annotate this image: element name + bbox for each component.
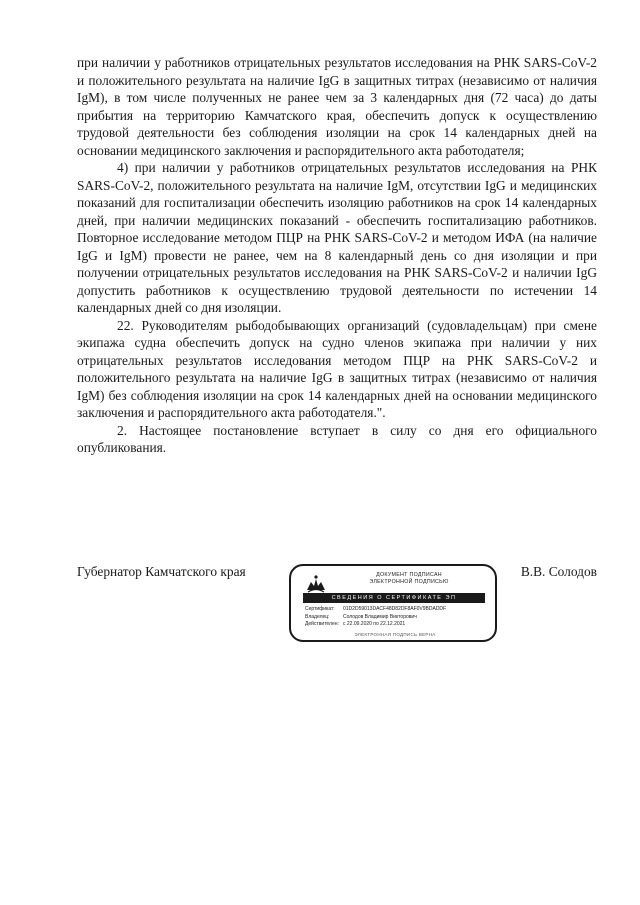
stamp-certificate-bar: СВЕДЕНИЯ О СЕРТИФИКАТЕ ЭП [303,593,485,603]
stamp-row-validity: Действителен: с 22.09.2020 по 22.12.2021 [305,621,406,627]
paragraph-continuation: при наличии у работников отрицательных результатов исследования на РНК SARS-CoV-2 и положительного результата на наличие IgG в защитных титрах (независимо от наличия IgM), в том числе полученных не ранее чем за 3 календарных дня (72 часа) до даты прибытия на территорию Камчатского края, обеспечить допуск к осуществлению трудовой деятельности без соблюдения изоляции на срок 14 календарных дней на основании медицинского заключения и распорядительного акта работодателя; [77,55,597,158]
paragraph-effective-date: 2. Настоящее постановление вступает в силу со дня его официального опубликования. [77,422,597,455]
stamp-footer: ЭЛЕКТРОННАЯ ПОДПИСЬ ВЕРНА [354,632,436,637]
stamp-heading [331,572,487,585]
stamp-row-owner: Владелец: Солодов Владимир Викторович [305,613,417,620]
coat-of-arms-icon [305,574,327,594]
electronic-signature-stamp [289,564,497,642]
signer-role: Губернатор Камчатского края [77,564,246,579]
paragraph-item-22: 22. Руководителям рыбодобывающих организаций (судовладельцам) при смене экипажа судна обеспечить допуск на судно членов экипажа при наличии у них отрицательных результатов исследования методом ПЦР на РНК SARS-CoV-2 и положительного результата на наличие IgG в защитных титрах (независимо от наличия IgM) без соблюдения изоляции на срок 14 календарных дней на основании медицинского заключения и распорядительного акта работодателя.". [77,317,597,420]
signer-name: В.В. Солодов [520,564,597,579]
stamp-heading-line2: ЭЛЕКТРОННОЙ ПОДПИСЬЮ [369,578,449,585]
stamp-row-certificate: Сертификат: 01D2D59013DACF48D82DF8AF0V9BDADDF [305,606,447,612]
stamp-heading-line1: ДОКУМЕНТ ПОДПИСАН [376,572,442,578]
paragraph-item-4: 4) при наличии у работников отрицательных результатов исследования на РНК SARS-CoV-2, положительного результата на наличие IgM, отсутствии IgG и медицинских показаний для госпитализации обеспечить изоляцию работников на срок 14 календарных дней, при наличии медицинских показаний - обеспечить госпитализацию работников. Повторное исследование методом ПЦР на РНК SARS-CoV-2 и методом ИФА (на наличие IgG и IgM) провести не ранее, чем на 8 календарный день со дня изоляции и при получении отрицательных результатов исследования на РНК SARS-CoV-2 и наличии IgG допустить работников к осуществлению трудовой деятельности по истечении 14 календарных дней со дня изоляции. [77,160,597,315]
document-body [77,54,597,457]
stamp-details [305,606,446,629]
signature-block [77,564,597,664]
